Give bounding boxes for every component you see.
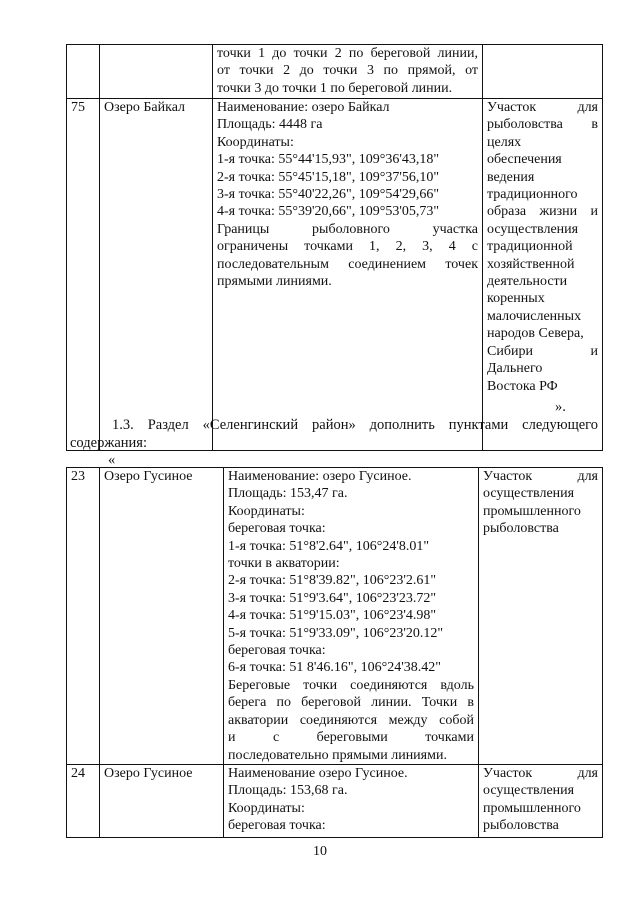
description-line: Береговые точки соединяются вдоль xyxy=(228,677,474,693)
purpose-line: Участок для xyxy=(483,766,598,781)
purpose-line: осуществления xyxy=(487,221,579,237)
purpose-line: хозяйственной xyxy=(487,256,575,272)
description-line: прямыми линиями. xyxy=(217,274,332,290)
description-line: Наименование озеро Гусиное. xyxy=(228,766,408,781)
table-bottom xyxy=(66,467,603,838)
amendment-paragraph-line1: 1.3. Раздел «Селенгинский район» дополнить пунктами следующего xyxy=(112,417,598,433)
description-line: 1-я точка: 51°8'2.64", 106°24'8.01" xyxy=(228,538,430,554)
purpose-cell xyxy=(483,99,603,451)
table-row xyxy=(67,468,603,765)
description-line: Наименование: озеро Гусиное. xyxy=(228,469,412,484)
purpose-line: рыболовства в xyxy=(487,117,598,133)
purpose-line: Участок для xyxy=(483,469,598,484)
description-cell xyxy=(213,99,483,451)
lake-name-cell xyxy=(100,45,213,99)
description-cell xyxy=(224,468,479,765)
description-line: 3-я точка: 55°40'22,26", 109°54'29,66" xyxy=(217,187,440,203)
amendment-paragraph-line2: содержания: xyxy=(70,435,148,451)
description-line: береговая точка: xyxy=(228,521,326,537)
table-top xyxy=(66,44,603,451)
description-line: точки 1 до точки 2 по береговой линии, xyxy=(217,46,478,61)
description-line: ограничены точками 1, 2, 3, 4 с xyxy=(217,239,478,255)
purpose-line: деятельности xyxy=(487,274,568,290)
description-line: и с береговыми точками xyxy=(228,730,474,746)
purpose-line: целях xyxy=(487,134,522,150)
description-line: Площадь: 153,68 га. xyxy=(228,783,348,799)
purpose-line: традиционного xyxy=(487,187,578,203)
purpose-line: традиционной xyxy=(487,239,573,255)
purpose-line: образа жизни и xyxy=(487,204,598,220)
description-line: Площадь: 153,47 га. xyxy=(228,486,348,502)
description-cell xyxy=(224,765,479,838)
description-line: точки 3 до точки 1 по береговой линии. xyxy=(217,80,453,96)
description-line: 4-я точка: 55°39'20,66", 109°53'05,73" xyxy=(217,204,440,220)
closing-quote: ». xyxy=(555,399,566,415)
purpose-line: рыболовства xyxy=(483,521,559,537)
description-cell xyxy=(213,45,483,99)
description-line: последовательно прямыми линиями. xyxy=(228,747,447,763)
purpose-line: коренных xyxy=(487,291,545,307)
description-line: последовательным соединением точек xyxy=(217,256,478,272)
description-line: 6-я точка: 51 8'46.16", 106°24'38.42" xyxy=(228,660,441,676)
description-line: Координаты: xyxy=(228,800,305,816)
row-number-cell xyxy=(67,45,100,99)
description-line: Площадь: 4448 га xyxy=(217,117,323,133)
table-row xyxy=(67,765,603,838)
description-line: берега по береговой линии. Точки в xyxy=(228,695,474,711)
purpose-line: Дальнего xyxy=(487,361,543,377)
description-line: Координаты: xyxy=(217,134,294,150)
purpose-line: промышленного xyxy=(483,503,581,519)
lake-name-cell: Озеро Гусиное xyxy=(100,765,224,838)
description-line: 2-я точка: 51°8'39.82", 106°23'2.61" xyxy=(228,573,437,589)
row-number-cell: 23 xyxy=(67,468,100,765)
description-line: от точки 2 до точки 3 по прямой, от xyxy=(217,63,478,79)
description-line: 1-я точка: 55°44'15,93", 109°36'43,18" xyxy=(217,152,440,168)
description-line: 3-я точка: 51°9'3.64", 106°23'23.72" xyxy=(228,590,437,606)
description-line: точки в акватории: xyxy=(228,556,340,572)
description-line: береговая точка: xyxy=(228,818,326,834)
description-line: Координаты: xyxy=(228,503,305,519)
purpose-line: ведения xyxy=(487,169,535,185)
description-line: 5-я точка: 51°9'33.09", 106°23'20.12" xyxy=(228,625,444,641)
purpose-line: Сибири и xyxy=(487,343,598,359)
purpose-cell xyxy=(483,45,603,99)
description-line: Границы рыболовного участка xyxy=(217,221,478,237)
lake-name-cell: Озеро Байкал xyxy=(100,99,213,451)
purpose-line: осуществления xyxy=(483,486,575,502)
row-number-cell: 24 xyxy=(67,765,100,838)
purpose-line: промышленного xyxy=(483,800,581,816)
purpose-cell xyxy=(479,468,603,765)
purpose-cell xyxy=(479,765,603,838)
purpose-line: осуществления xyxy=(483,783,575,799)
lake-name-cell: Озеро Гусиное xyxy=(100,468,224,765)
description-line: 4-я точка: 51°9'15.03", 106°23'4.98" xyxy=(228,608,437,624)
page-number: 10 xyxy=(313,844,327,859)
row-number-cell: 75 xyxy=(67,99,100,451)
description-line: акватории соединяются между собой xyxy=(228,712,474,728)
table-row xyxy=(67,99,603,451)
purpose-line: малочисленных xyxy=(487,308,582,324)
purpose-line: народов Севера, xyxy=(487,326,584,342)
description-line: 2-я точка: 55°45'15,18", 109°37'56,10" xyxy=(217,169,440,185)
purpose-line: обеспечения xyxy=(487,152,562,168)
table-row xyxy=(67,45,603,99)
purpose-line: Участок для xyxy=(487,100,598,115)
opening-quote: « xyxy=(108,452,116,468)
purpose-line: Востока РФ xyxy=(487,378,558,394)
description-line: Наименование: озеро Байкал xyxy=(217,100,390,115)
description-line: береговая точка: xyxy=(228,643,326,659)
purpose-line: рыболовства xyxy=(483,818,559,834)
